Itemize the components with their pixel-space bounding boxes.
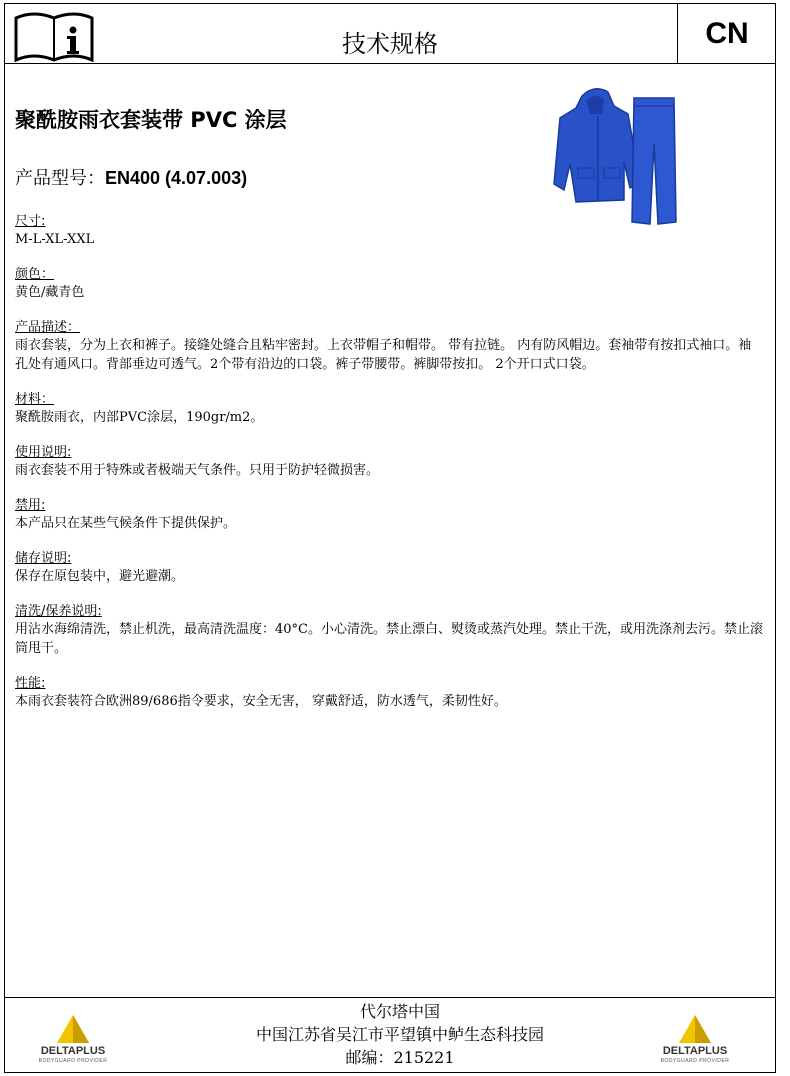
- model-line: [15, 164, 247, 190]
- section-title: 材料：: [15, 392, 55, 407]
- language-badge: CN: [677, 3, 776, 64]
- section-title: 禁用:: [15, 498, 46, 513]
- footer-address-block: [180, 1000, 620, 1069]
- section-title: 颜色：: [15, 267, 55, 282]
- spec-section: [15, 547, 770, 586]
- deltaplus-logo-right: [640, 1010, 750, 1066]
- deltaplus-logo-left: [18, 1010, 128, 1066]
- section-body: 本产品只在某些气候条件下提供保护。: [15, 516, 237, 531]
- doc-header-title: 技术规格: [342, 30, 438, 58]
- section-title: 储存说明:: [15, 551, 72, 566]
- spec-section: [15, 494, 770, 533]
- spec-section: [15, 441, 770, 480]
- spec-section: [15, 388, 770, 427]
- info-manual-icon: [14, 10, 94, 62]
- spec-section: [15, 210, 770, 249]
- section-body: 黄色/藏青色: [15, 285, 85, 300]
- section-title: 使用说明:: [15, 445, 72, 460]
- spec-section: [15, 316, 770, 374]
- blue-rain-suit-image: [532, 84, 682, 226]
- section-body: 本雨衣套装符合欧洲89/686指令要求，安全无害， 穿戴舒适，防水透气，柔韧性好。: [15, 694, 507, 709]
- footer-postcode: 邮编：215221: [345, 1048, 455, 1067]
- spec-section: [15, 263, 770, 302]
- footer-company: 代尔塔中国: [359, 1002, 440, 1021]
- model-value: EN400 (4.07.003): [105, 168, 248, 188]
- model-label: 产品型号：: [15, 168, 105, 189]
- logo-brand: DELTAPLUS: [40, 1045, 106, 1057]
- section-title: 尺寸:: [15, 214, 46, 229]
- product-title: 聚酰胺雨衣套装带 PVC 涂层: [15, 108, 287, 132]
- section-title: 清洗/保养说明:: [15, 604, 102, 619]
- header-divider: [4, 63, 776, 64]
- footer-address: 中国江苏省吴江市平望镇中鲈生态科技园: [255, 1025, 544, 1044]
- footer-divider: [4, 997, 776, 998]
- section-body: M-L-XL-XXL: [15, 232, 95, 247]
- section-body: 聚酰胺雨衣，内部PVC涂层，190gr/m2。: [15, 410, 264, 425]
- section-body: 用沾水海绵清洗，禁止机洗，最高清洗温度：40°C。小心清洗。禁止漂白、熨烫或蒸汽处理。禁止干洗，或用洗涤剂去污。禁止滚筒甩干。: [15, 622, 763, 656]
- spec-sections: [15, 210, 770, 725]
- section-body: 雨衣套装不用于特殊或者极端天气条件。只用于防护轻微损害。: [15, 463, 380, 478]
- delta-triangle-icon: [677, 1013, 713, 1045]
- spec-section: [15, 672, 770, 711]
- logo-tagline: BODYGUARD PROVIDER: [660, 1058, 730, 1064]
- section-body: 雨衣套装，分为上衣和裤子。接缝处缝合且粘牢密封。上衣带帽子和帽带。 带有拉链。 内有防风帽边。套袖带有按扣式袖口。袖孔处有通风口。背部垂边可透气。2个带有沿边的口袋。裤子带腰带。裤脚带按扣。 2个开口式口袋。: [15, 338, 752, 372]
- spec-section: [15, 600, 770, 658]
- delta-triangle-icon: [55, 1013, 91, 1045]
- logo-tagline: BODYGUARD PROVIDER: [38, 1058, 108, 1064]
- section-title: 产品描述：: [15, 320, 81, 335]
- section-body: 保存在原包装中，避光避潮。: [15, 569, 185, 584]
- section-title: 性能:: [15, 676, 46, 691]
- logo-brand: DELTAPLUS: [662, 1045, 728, 1057]
